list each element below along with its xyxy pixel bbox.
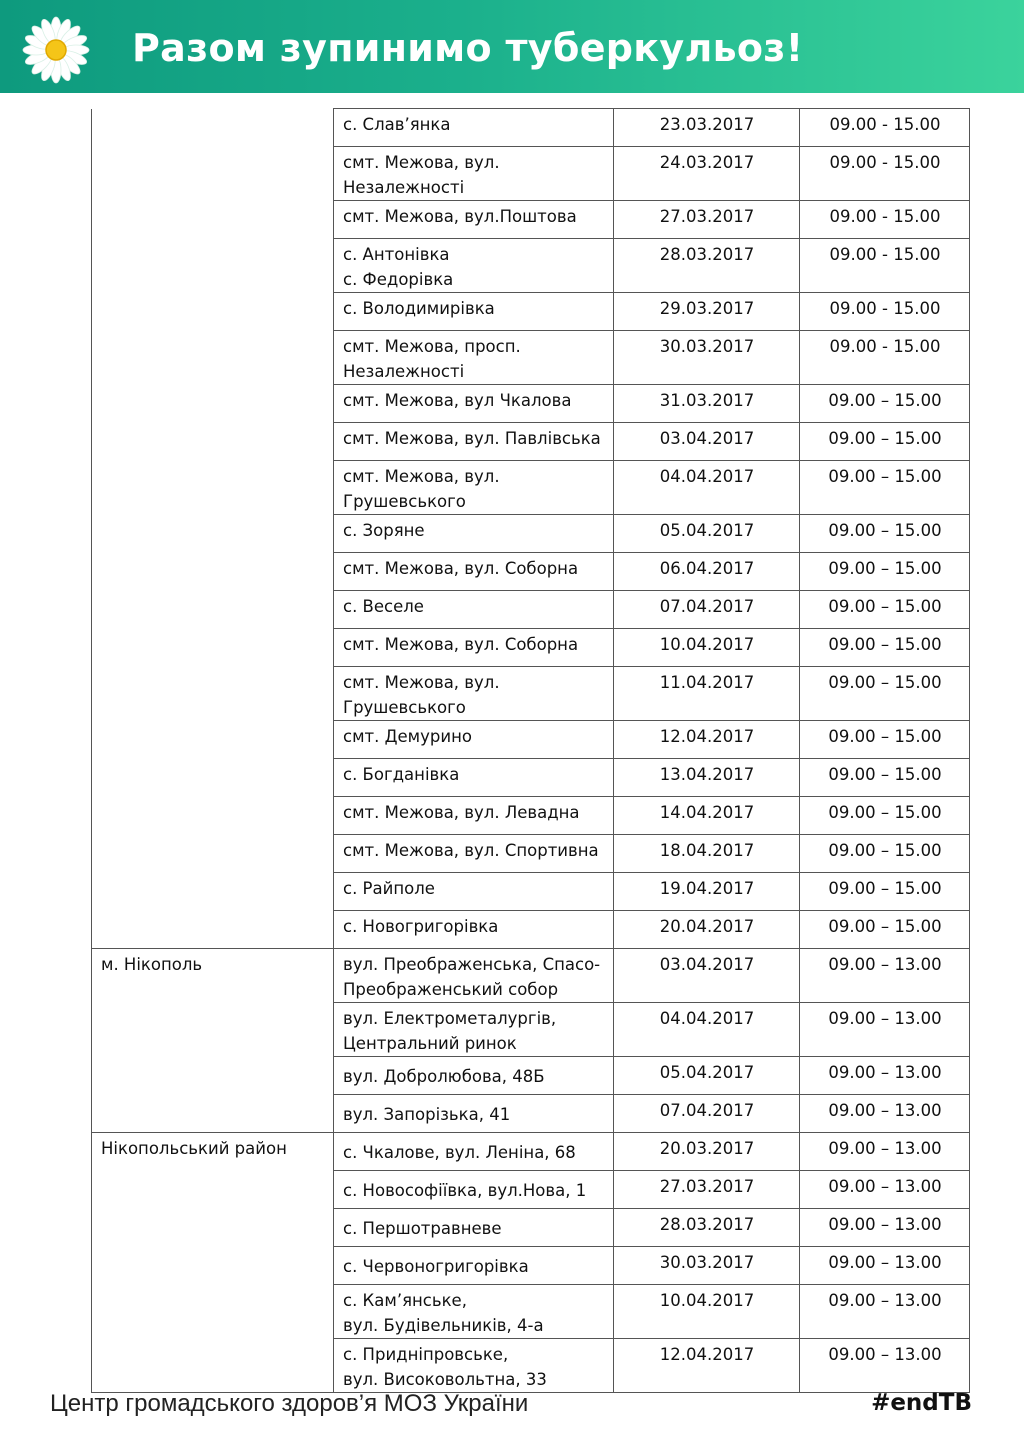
date-cell: 19.04.2017	[614, 873, 800, 911]
date-cell: 28.03.2017	[614, 1209, 800, 1247]
area-cell: м. Нікополь	[92, 949, 334, 1133]
time-cell: 09.00 – 13.00	[800, 1171, 970, 1209]
time-cell: 09.00 – 15.00	[800, 385, 970, 423]
address-cell	[334, 835, 614, 873]
date-cell: 07.04.2017	[614, 591, 800, 629]
address-cell	[334, 1095, 614, 1133]
address-text: с. Першотравневе	[343, 1219, 502, 1238]
date-cell: 06.04.2017	[614, 553, 800, 591]
time-cell: 09.00 – 15.00	[800, 873, 970, 911]
area-cell: Нікопольський район	[92, 1133, 334, 1393]
time-cell: 09.00 - 15.00	[800, 147, 970, 201]
address-cell	[334, 1133, 614, 1171]
date-cell: 18.04.2017	[614, 835, 800, 873]
area-cell	[92, 109, 334, 949]
address-cell	[334, 629, 614, 667]
table-row	[92, 1133, 970, 1171]
address-cell	[334, 721, 614, 759]
time-cell: 09.00 – 13.00	[800, 1133, 970, 1171]
time-cell: 09.00 – 13.00	[800, 1209, 970, 1247]
address-cell	[334, 667, 614, 721]
time-cell: 09.00 - 15.00	[800, 201, 970, 239]
time-cell: 09.00 - 15.00	[800, 239, 970, 293]
address-text: вул. Добролюбова, 48Б	[343, 1067, 545, 1086]
table-row	[92, 949, 970, 1003]
address-cell	[334, 385, 614, 423]
date-cell: 04.04.2017	[614, 461, 800, 515]
date-cell: 29.03.2017	[614, 293, 800, 331]
time-cell: 09.00 – 15.00	[800, 423, 970, 461]
date-cell: 05.04.2017	[614, 1057, 800, 1095]
page-title: Разом зупинимо туберкульоз!	[132, 26, 804, 70]
address-text: с. Чкалове, вул. Леніна, 68	[343, 1143, 576, 1162]
address-text: смт. Межова, вул. Спортивна	[343, 841, 599, 860]
time-cell: 09.00 – 15.00	[800, 721, 970, 759]
address-cell	[334, 591, 614, 629]
time-cell: 09.00 – 15.00	[800, 629, 970, 667]
address-cell	[334, 1285, 614, 1339]
address-text: с. Веселе	[343, 597, 424, 616]
time-cell: 09.00 – 13.00	[800, 1247, 970, 1285]
address-text: смт. Межова, просп. Незалежності	[343, 337, 521, 381]
address-cell	[334, 873, 614, 911]
address-cell	[334, 293, 614, 331]
date-cell: 10.04.2017	[614, 629, 800, 667]
address-text: смт. Межова, вул. Соборна	[343, 559, 579, 578]
address-text: с. Кам’янське, вул. Будівельників, 4-а	[343, 1291, 544, 1335]
address-cell	[334, 911, 614, 949]
address-text: смт. Межова, вул Чкалова	[343, 391, 572, 410]
address-cell	[334, 109, 614, 147]
address-cell	[334, 239, 614, 293]
daisy-flower-icon	[22, 16, 90, 84]
address-cell	[334, 1171, 614, 1209]
address-cell	[334, 759, 614, 797]
address-text: вул. Преображенська, Спасо- Преображенський собор	[343, 955, 601, 999]
address-cell	[334, 1209, 614, 1247]
date-cell: 13.04.2017	[614, 759, 800, 797]
address-cell	[334, 1339, 614, 1393]
address-text: смт. Межова, вул. Левадна	[343, 803, 580, 822]
date-cell: 30.03.2017	[614, 331, 800, 385]
date-cell: 14.04.2017	[614, 797, 800, 835]
address-text: с. Новогригорівка	[343, 917, 499, 936]
date-cell: 04.04.2017	[614, 1003, 800, 1057]
address-text: смт. Межова, вул. Павлівська	[343, 429, 601, 448]
time-cell: 09.00 – 13.00	[800, 1285, 970, 1339]
address-cell	[334, 515, 614, 553]
date-cell: 20.04.2017	[614, 911, 800, 949]
address-text: смт. Межова, вул. Соборна	[343, 635, 579, 654]
date-cell: 28.03.2017	[614, 239, 800, 293]
time-cell: 09.00 - 15.00	[800, 331, 970, 385]
address-cell	[334, 1003, 614, 1057]
address-text: смт. Межова, вул. Незалежності	[343, 153, 500, 197]
time-cell: 09.00 – 15.00	[800, 667, 970, 721]
address-cell	[334, 553, 614, 591]
time-cell: 09.00 – 15.00	[800, 835, 970, 873]
time-cell: 09.00 – 13.00	[800, 949, 970, 1003]
address-text: с. Червоногригорівка	[343, 1257, 529, 1276]
address-text: с. Володимирівка	[343, 299, 495, 318]
address-text: с. Слав’янка	[343, 115, 451, 134]
footer-hashtag: #endTB	[871, 1390, 972, 1416]
time-cell: 09.00 – 13.00	[800, 1057, 970, 1095]
time-cell: 09.00 – 15.00	[800, 553, 970, 591]
date-cell: 03.04.2017	[614, 423, 800, 461]
date-cell: 07.04.2017	[614, 1095, 800, 1133]
date-cell: 27.03.2017	[614, 201, 800, 239]
address-text: смт. Межова, вул. Грушевського	[343, 467, 500, 511]
date-cell: 03.04.2017	[614, 949, 800, 1003]
address-text: с. Богданівка	[343, 765, 460, 784]
date-cell: 12.04.2017	[614, 721, 800, 759]
address-cell	[334, 201, 614, 239]
header-banner	[0, 0, 1024, 93]
time-cell: 09.00 – 15.00	[800, 759, 970, 797]
address-text: смт. Демурино	[343, 727, 472, 746]
date-cell: 20.03.2017	[614, 1133, 800, 1171]
date-cell: 30.03.2017	[614, 1247, 800, 1285]
address-text: с. Зоряне	[343, 521, 425, 540]
date-cell: 31.03.2017	[614, 385, 800, 423]
address-cell	[334, 949, 614, 1003]
time-cell: 09.00 – 13.00	[800, 1003, 970, 1057]
address-text: вул. Електрометалургів, Центральний ринок	[343, 1009, 557, 1053]
table-row	[92, 109, 970, 147]
date-cell: 12.04.2017	[614, 1339, 800, 1393]
address-cell	[334, 331, 614, 385]
time-cell: 09.00 - 15.00	[800, 109, 970, 147]
date-cell: 05.04.2017	[614, 515, 800, 553]
footer-organization: Центр громадського здоров’я МОЗ України	[50, 1390, 529, 1417]
address-cell	[334, 1057, 614, 1095]
time-cell: 09.00 – 13.00	[800, 1095, 970, 1133]
address-text: с. Райполе	[343, 879, 435, 898]
date-cell: 27.03.2017	[614, 1171, 800, 1209]
time-cell: 09.00 - 15.00	[800, 293, 970, 331]
address-cell	[334, 461, 614, 515]
date-cell: 23.03.2017	[614, 109, 800, 147]
time-cell: 09.00 – 15.00	[800, 515, 970, 553]
address-text: смт. Межова, вул. Грушевського	[343, 673, 500, 717]
address-text: с. Придніпровське, вул. Високовольтна, 33	[343, 1345, 547, 1389]
schedule-table	[91, 108, 970, 1393]
time-cell: 09.00 – 15.00	[800, 461, 970, 515]
time-cell: 09.00 – 15.00	[800, 911, 970, 949]
time-cell: 09.00 – 13.00	[800, 1339, 970, 1393]
date-cell: 24.03.2017	[614, 147, 800, 201]
address-text: вул. Запорізька, 41	[343, 1105, 511, 1124]
date-cell: 10.04.2017	[614, 1285, 800, 1339]
date-cell: 11.04.2017	[614, 667, 800, 721]
address-text: с. Новософіївка, вул.Нова, 1	[343, 1181, 587, 1200]
time-cell: 09.00 – 15.00	[800, 797, 970, 835]
address-text: с. Антонівка с. Федорівка	[343, 245, 454, 289]
address-cell	[334, 1247, 614, 1285]
time-cell: 09.00 – 15.00	[800, 591, 970, 629]
address-cell	[334, 797, 614, 835]
address-text: смт. Межова, вул.Поштова	[343, 207, 577, 226]
address-cell	[334, 147, 614, 201]
address-cell	[334, 423, 614, 461]
